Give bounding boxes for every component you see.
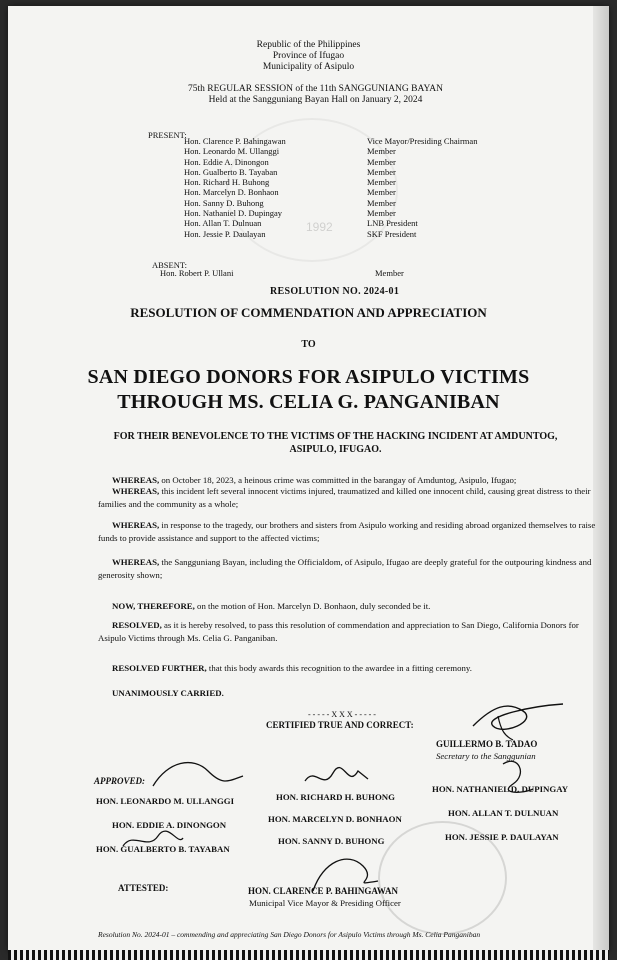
signatory-name: HON. EDDIE A. DINONGON	[112, 820, 227, 830]
approver-signature	[303, 761, 373, 796]
member-row: Hon. Richard H. Buhong Member	[184, 177, 396, 188]
member-row: Hon. Allan T. Dulnuan LNB President	[184, 218, 418, 229]
signatory-name: HON. GUALBERTO B. TAYABAN	[96, 844, 230, 854]
signatory-name: HON. JESSIE P. DAULAYAN	[445, 832, 559, 842]
present-label: PRESENT:	[148, 130, 187, 140]
signatory-name: HON. SANNY D. BUHONG	[278, 836, 385, 846]
absent-member-row: Hon. Robert P. Ullani Member	[160, 268, 404, 278]
resolved-paragraph: RESOLVED, as it is hereby resolved, to pass this resolution of commendation and appreciation to San Diego, California Donors for Asipulo Victims through Ms. Celia G. Panganiban.	[98, 620, 579, 643]
header-session: 75th REGULAR SESSION of the 11th SANGGUNIANG BAYAN	[187, 84, 443, 94]
header-province: Province of Ifugao	[272, 51, 345, 61]
member-row: Hon. Gualberto B. Tayaban Member	[184, 166, 396, 177]
certified-label: CERTIFIED TRUE AND CORRECT:	[266, 720, 414, 730]
document-footer: Resolution No. 2024-01 – commending and appreciating San Diego Donors for Asipulo Victims through Ms. Celia Panganiban	[98, 930, 481, 939]
whereas-paragraph-1: WHEREAS, on October 18, 2023, a heinous crime was committed in the barangay of Amduntog, Asipulo, Ifugao;	[112, 475, 517, 485]
separator-xxx: - - - - - X X X - - - - -	[308, 710, 376, 719]
member-row: Hon. Clarence P. Bahingawan Vice Mayor/Presiding Chairman	[184, 136, 478, 146]
header-municipality: Municipality of Asipulo	[262, 62, 355, 72]
member-row: Hon. Marcelyn D. Bonhaon Member	[184, 187, 396, 198]
resolution-number: RESOLUTION NO. 2024-01	[270, 286, 400, 297]
signatory-name: HON. NATHANIEL D. DUPINGAY	[432, 784, 569, 794]
signatory-name: HON. ALLAN T. DULNUAN	[448, 808, 559, 818]
resolution-title: RESOLUTION OF COMMENDATION AND APPRECIATION	[130, 305, 487, 320]
official-seal-stamp	[378, 821, 507, 935]
header-held: Held at the Sangguniang Bayan Hall on January 2, 2024	[208, 95, 423, 105]
whereas-paragraph-4: WHEREAS, the Sangguniang Bayan, including the Officialdom, of Asipulo, Ifugao are deeply grateful for the outpouring kindness and generosity shown;	[98, 557, 592, 580]
resolved-further-paragraph: RESOLVED FURTHER, that this body awards this recognition to the awardee in a fitting ceremony.	[112, 663, 472, 673]
absent-label: ABSENT:	[152, 260, 187, 270]
resolution-to: TO	[301, 339, 316, 350]
seal-year: 1992	[306, 220, 333, 234]
signatory-name: HON. LEONARDO M. ULLANGGI	[96, 796, 235, 806]
recipient-line-2: THROUGH MS. CELIA G. PANGANIBAN	[117, 391, 500, 413]
secretary-title: Secretary to the Sanggunian	[436, 751, 536, 761]
vice-mayor-name: HON. CLARENCE P. BAHINGAWAN	[248, 886, 398, 896]
now-therefore-paragraph: NOW, THEREFORE, on the motion of Hon. Marcelyn D. Bonhaon, duly seconded be it.	[112, 601, 431, 611]
approver-signature	[148, 751, 248, 796]
vice-mayor-title: Municipal Vice Mayor & Presiding Officer	[249, 898, 401, 908]
header-republic: Republic of the Philippines	[256, 40, 361, 50]
binder-strip	[8, 950, 609, 960]
attested-label: ATTESTED:	[118, 883, 169, 893]
unanimously-carried: UNANIMOUSLY CARRIED.	[112, 688, 224, 698]
recipient-line-1: SAN DIEGO DONORS FOR ASIPULO VICTIMS	[87, 366, 530, 388]
member-row: Hon. Jessie P. Daulayan SKF President	[184, 228, 417, 239]
whereas-paragraph-3: WHEREAS, in response to the tragedy, our brothers and sisters from Asipulo working and residing abroad organized themselves to raise funds to provide assistance and support to the affected victims;	[98, 520, 596, 543]
signatory-name: HON. RICHARD H. BUHONG	[276, 792, 396, 802]
member-row: Hon. Leonardo M. Ullanggi Member	[184, 146, 396, 157]
member-row: Hon. Nathaniel D. Dupingay Member	[184, 208, 396, 219]
signatory-name: HON. MARCELYN D. BONHAON	[268, 814, 402, 824]
member-row: Hon. Sanny D. Buhong Member	[184, 197, 396, 208]
approved-label: APPROVED:	[94, 776, 146, 786]
present-members-list	[184, 136, 504, 239]
document-page	[8, 6, 609, 952]
whereas-paragraph-2: WHEREAS, this incident left several innocent victims injured, traumatized and killed one innocent child, causing great distress to their families and the community as a whole;	[98, 486, 591, 509]
member-row: Hon. Eddie A. Dinongon Member	[184, 156, 396, 167]
secretary-name: GUILLERMO B. TADAO	[436, 739, 538, 749]
benevolence-subtitle: FOR THEIR BENEVOLENCE TO THE VICTIMS OF THE HACKING INCIDENT AT AMDUNTOG, ASIPULO, IFUGAO.	[113, 431, 558, 455]
